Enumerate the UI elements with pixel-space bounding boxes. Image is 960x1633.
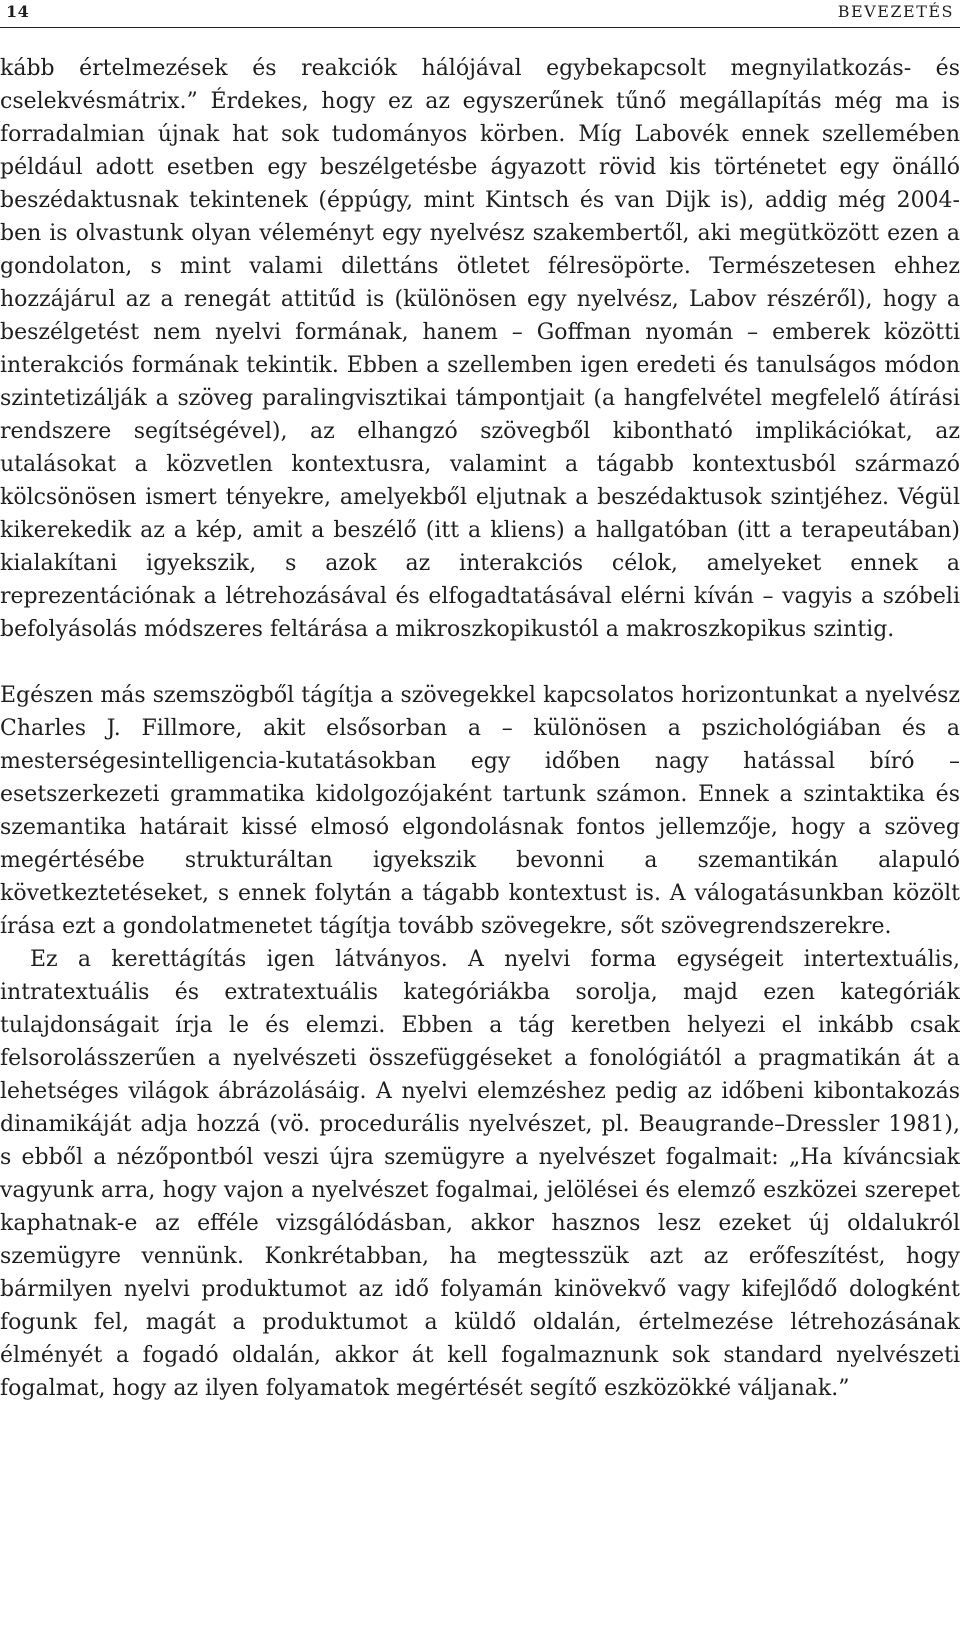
paragraph-labov-continuation: kább értelmezések és reakciók hálójával egybekapcsolt megnyilatkozás- és cselekvésmátrix.” Érdekes, hogy ez az egyszerűnek tűnő megállapítás még ma is forradalmian újnak hat sok tudományos körben. Míg Labovék ennek szellemében például adott esetben egy beszélgetésbe ágyazott rövid kis történetet egy önálló beszédaktusnak tekintenek (éppúgy, mint Kintsch és van Dijk is), addig még 2004-ben is olvastunk olyan véleményt egy nyelvész szakembertől, aki megütközött ezen a gondolaton, s mint valami dilettáns ötletet félresöpörte. Természetesen ehhez hozzájárul az a renegát attitűd is (különösen egy nyelvész, Labov részéről), hogy a beszélgetést nem nyelvi formának, hanem – Goffman nyomán – emberek közötti interakciós formának tekintik. Ebben a szellemben igen eredeti és tanulságos módon szintetizálják a szöveg paralingvisztikai támpontjait (a hangfelvétel megfelelő átírási rendszere segítségével), az elhangzó szövegből kibontható implikációkat, az utalásokat a közvetlen kontextusra, valamint a tágabb kontextusból származó kölcsönösen ismert tényekre, amelyekből eljutnak a beszédaktusok szintjéhez. Végül kikerekedik az a kép, amit a beszélő (itt a kliens) a hallgatóban (itt a terapeutában) kialakítani igyekszik, s azok az interakciós célok, amelyeket ennek a reprezentációnak a létrehozásával és elfogadtatásával elérni kíván – vagyis a szóbeli befolyásolás módszeres feltárása a mikroszkopikustól a makroszkopikus szintig.: [0, 56, 960, 642]
section-title: BEVEZETÉS: [837, 2, 954, 21]
page-number: 14: [6, 2, 30, 21]
header-divider: [0, 27, 960, 28]
running-header: [0, 0, 960, 26]
paragraph-fillmore-intro: Egészen más szemszögből tágítja a szövegekkel kapcsolatos horizontunkat a nyelvész Charles J. Fillmore, akit elsősorban a – különösen a pszichológiában és a mesterségesintelligencia-kutatásokban egy időben nagy hatással bíró – esetszerkezeti grammatika kidolgozójaként tartunk számon. Ennek a szintaktika és szemantika határait kissé elmosó elgondolásnak fontos jellemzője, hogy a szöveg megértésébe strukturáltan igyekszik bevonni a szemantikán alapuló következtetéseket, s ennek folytán a tágabb kontextust is. A válogatásunkban közölt írása ezt a gondolatmenetet tágítja tovább szövegekre, sőt szövegrendszerekre.: [0, 683, 960, 939]
paragraph-frame-extension: Ez a kerettágítás igen látványos. A nyelvi forma egységeit intertextuális, intratextuális és extratextuális kategóriákba sorolja, majd ezen kategóriák tulajdonságait írja le és elemzi. Ebben a tág keretben helyezi el inkább csak felsorolásszerűen a nyelvészeti összefüggéseket a fonológiától a pragmatikán át a lehetséges világok ábrázolásáig. A nyelvi elemzéshez pedig az időbeni kibontakozás dinamikáját adja hozzá (vö. procedurális nyelvészet, pl. Beaugrande–Dressler 1981), s ebből a nézőpontból veszi újra szemügyre a nyelvészet fogalmait: „Ha kíváncsiak vagyunk arra, hogy vajon a nyelvészet fogalmai, jelölései és elemző eszközei szerepet kaphatnak-e az efféle vizsgálódásban, akkor hasznos lesz ezeket új oldalukról szemügyre vennünk. Konkrétabban, ha megtesszük azt az erőfeszítést, hogy bármilyen nyelvi produktumot az idő folyamán kinövekvő vagy kifejlődő dologként fogunk fel, magát a produktumot a küldő oldalán, értelmezése létrehozásának élményét a fogadó oldalán, akkor át kell fogalmaznunk sok standard nyelvészeti fogalmat, hogy az ilyen folyamatok megértését segítő eszközökké váljanak.”: [0, 947, 960, 1401]
page-body: [0, 52, 960, 1405]
